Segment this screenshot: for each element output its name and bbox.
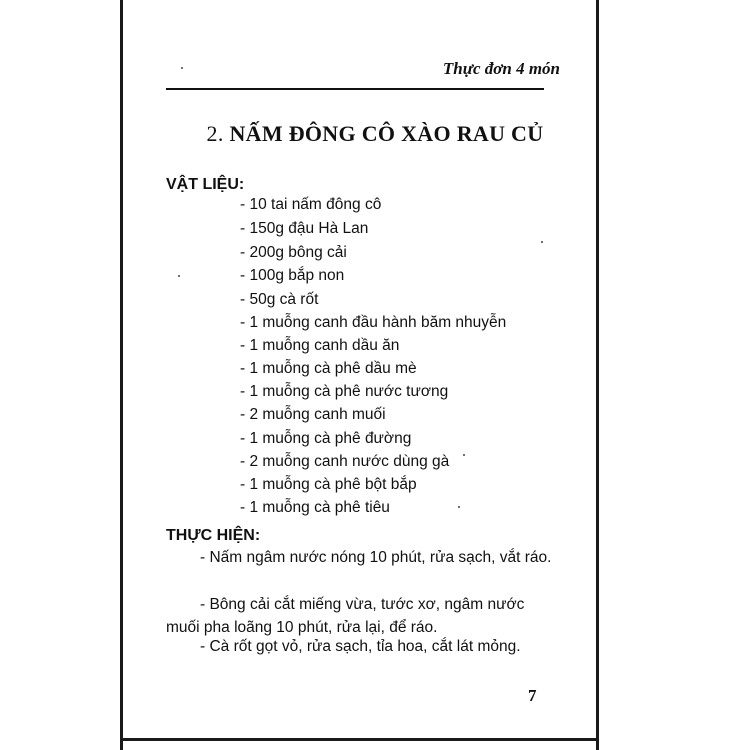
ingredient-item: - 2 muỗng canh nước dùng gà bbox=[240, 453, 450, 470]
print-speck bbox=[463, 454, 465, 456]
ingredient-item: - 1 muỗng cà phê dầu mè bbox=[240, 360, 417, 377]
page-bottom-edge bbox=[120, 738, 599, 741]
ingredient-item: - 1 muỗng cà phê nước tương bbox=[240, 383, 449, 400]
recipe-title bbox=[0, 121, 750, 147]
ingredient-item: - 50g cà rốt bbox=[240, 291, 319, 308]
ingredients-heading: VẬT LIỆU: bbox=[166, 176, 245, 193]
page-right-edge bbox=[596, 0, 599, 750]
ingredient-item: - 200g bông cải bbox=[240, 244, 347, 261]
ingredient-item: - 100g bắp non bbox=[240, 267, 345, 284]
method-heading: THỰC HIỆN: bbox=[166, 527, 261, 544]
ingredient-item: - 1 muỗng cà phê bột bắp bbox=[240, 476, 417, 493]
page-number: 7 bbox=[528, 686, 537, 705]
running-header: Thực đơn 4 món bbox=[442, 59, 560, 78]
method-step: - Nấm ngâm nước nóng 10 phút, rửa sạch, vắt ráo. bbox=[200, 549, 552, 566]
method-step: - Cà rốt gọt vỏ, rửa sạch, tỉa hoa, cắt lát mỏng. bbox=[200, 638, 521, 655]
ingredient-item: - 10 tai nấm đông cô bbox=[240, 196, 382, 213]
print-speck bbox=[541, 241, 543, 243]
recipe-number: 2. bbox=[206, 121, 224, 146]
print-speck bbox=[181, 67, 183, 69]
method-step: - Bông cải cắt miếng vừa, tước xơ, ngâm nước muối pha loãng 10 phút, rửa lại, để ráo. bbox=[166, 596, 525, 636]
print-speck bbox=[178, 275, 180, 277]
ingredient-item: - 1 muỗng cà phê tiêu bbox=[240, 499, 390, 516]
ingredient-item: - 1 muỗng canh dầu ăn bbox=[240, 337, 400, 354]
recipe-name: NẤM ĐÔNG CÔ XÀO RAU CỦ bbox=[229, 121, 544, 146]
header-rule bbox=[166, 88, 544, 90]
ingredient-item: - 1 muỗng canh đầu hành băm nhuyễn bbox=[240, 314, 507, 331]
ingredient-item: - 2 muỗng canh muối bbox=[240, 406, 386, 423]
ingredient-item: - 150g đậu Hà Lan bbox=[240, 220, 369, 237]
page-left-edge bbox=[120, 0, 123, 750]
print-speck bbox=[458, 506, 460, 508]
ingredient-item: - 1 muỗng cà phê đường bbox=[240, 430, 412, 447]
